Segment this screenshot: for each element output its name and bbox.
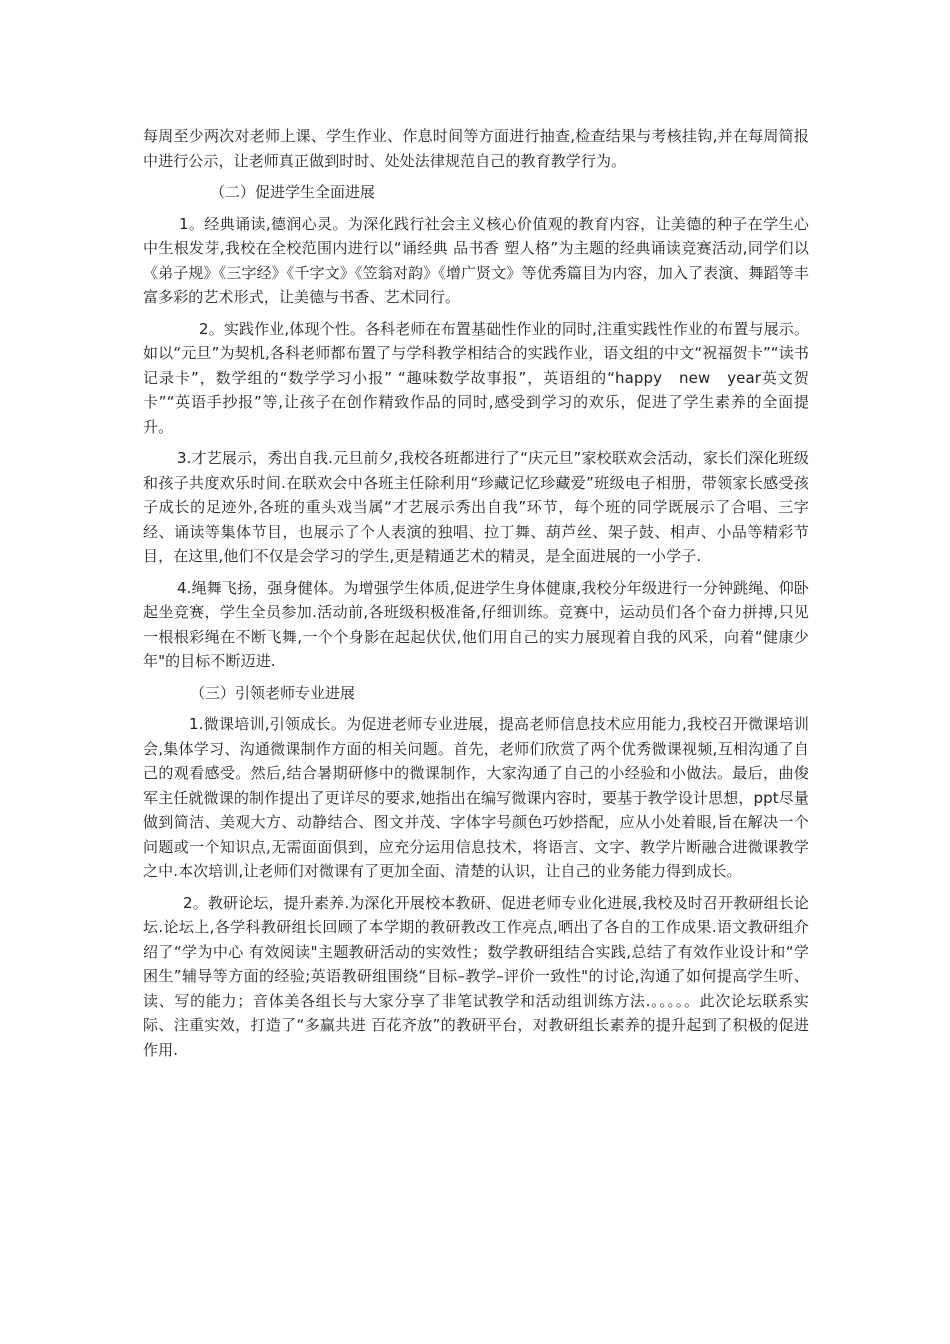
paragraph-classic-reading: 1。经典诵读,德润心灵。为深化践行社会主义核心价值观的教育内容，让美德的种子在学生心中生根发芽,我校在全校范围内进行以“诵经典 品书香 塑人格”为主题的经典诵读竞赛活动,同学们以《弟子规》《三字经》《千字文》《笠翁对韵》《增广贤文》等优秀篇目为内容，加入了表演、舞蹈等丰富多彩的艺术形式，让美德与书香、艺术同行。	[143, 214, 809, 306]
paragraph-intro: 每周至少两次对老师上课、学生作业、作息时间等方面进行抽查,检查结果与考核挂钩,并在每周简报中进行公示，让老师真正做到时时、处处法律规范自己的教育教学行为。	[143, 127, 809, 170]
document-body	[143, 124, 809, 1062]
section-heading-3: （三）引领老师专业进展	[190, 683, 356, 702]
section-heading-2: （二）促进学生全面进展	[210, 183, 376, 201]
paragraph-talent-show: 3.才艺展示，秀出自我.元旦前夕,我校各班都进行了“庆元旦”家校联欢会活动，家长们深化班级和孩子共度欢乐时间.在联欢会中各班主任除利用“珍藏记忆珍藏爱”班级电子相册，带领家长感受孩子成长的足迹外,各班的重头戏当属“才艺展示秀出自我”环节，每个班的同学既展示了合唱、三字经、诵读等集体节目，也展示了个人表演的独唱、拉丁舞、葫芦丝、架子鼓、相声、小品等精彩节目，在这里,他们不仅是会学习的学生,更是精通艺术的精灵，是全面进展的一小学子.	[143, 449, 809, 565]
paragraph-practice-homework: 2。实践作业,体现个性。各科老师在布置基础性作业的同时,注重实践性作业的布置与展示。如以“元旦”为契机,各科老师都布置了与学科教学相结合的实践作业，语文组的中文“祝福贺卡”“读书记录卡”，数学组的“数学学习小报” “趣味数学故事报”，英语组的“happy new year英文贺卡”“英语手抄报”等,让孩子在创作精致作品的同时,感受到学习的欢乐，促进了学生素养的全面提升。	[143, 319, 809, 436]
paragraph-rope-skipping: 4.绳舞飞扬，强身健体。为增强学生体质,促进学生身体健康,我校分年级进行一分钟跳绳、仰卧起坐竞赛，学生全员参加.活动前,各班级积极准备,仔细训练。竞赛中，运动员们各个奋力拼搏,只见一根根彩绳在不断飞舞,一个个身影在起起伏伏,他们用自己的实力展现着自我的风采，向着“健康少年"的目标不断迈进.	[143, 578, 809, 670]
paragraph-teaching-forum: 2。教研论坛，提升素养.为深化开展校本教研、促进老师专业化进展,我校及时召开教研组长论坛.论坛上,各学科教研组长回顾了本学期的教研教改工作亮点,晒出了各自的工作成果.语文教研组介绍了“学为中心 有效阅读"主题教研活动的实效性；数学教研组结合实践,总结了有效作业设计和“学困生”辅导等方面的经验;英语教研组围绕“目标–教学–评价一致性"的讨论,沟通了如何提高学生听、读、写的能力；音体美各组长与大家分享了非笔试教学和活动组训练方法.。。。。。此次论坛联系实际、注重实效，打造了“多赢共进 百花齐放”的教研平台，对教研组长素养的提升起到了积极的促进作用.	[143, 893, 809, 1059]
paragraph-micro-lesson: 1.微课培训,引领成长。为促进老师专业进展，提高老师信息技术应用能力,我校召开微课培训会,集体学习、沟通微课制作方面的相关问题。首先，老师们欣赏了两个优秀微课视频,互相沟通了自己的观看感受。然后,结合暑期研修中的微课制作，大家沟通了自己的小经验和小做法。最后，曲俊军主任就微课的制作提出了更详尽的要求,她指出在编写微课内容时，要基于教学设计思想，ppt尽量做到简洁、美观大方、动静结合、图文并茂、字体字号颜色巧妙搭配，应从小处着眼,旨在解决一个问题或一个知识点,无需面面俱到，应充分运用信息技术，将语言、文字、教学片断融合进微课教学之中.本次培训,让老师们对微课有了更加全面、清楚的认识，让自己的业务能力得到成长。	[143, 715, 809, 880]
